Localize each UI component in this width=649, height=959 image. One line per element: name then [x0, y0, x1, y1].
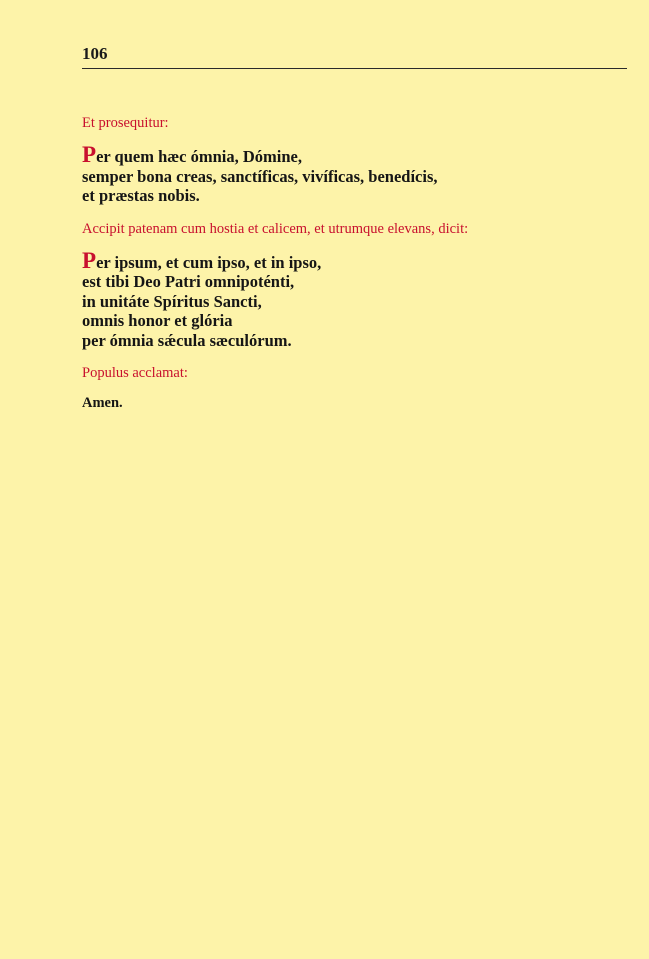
drop-initial: P	[82, 247, 97, 273]
prayer-line	[82, 142, 622, 167]
page-header	[82, 44, 627, 69]
prayer-line-text: er ipsum, et cum ipso, et in ipso,	[96, 252, 322, 272]
prayer-line: in unitáte Spíritus Sancti,	[82, 291, 262, 311]
rubric-et-prosequitur: Et prosequitur:	[82, 115, 169, 131]
drop-initial: P	[82, 142, 97, 167]
page-content	[82, 114, 622, 412]
prayer-line: et præstas nobis.	[82, 186, 200, 205]
prayer-line: est tibi Deo Patri omnipoténti,	[82, 272, 295, 291]
rubric-populus-acclamat: Populus acclamat:	[82, 365, 188, 381]
prayer-line	[82, 247, 622, 273]
prayer-per-quem	[82, 142, 622, 206]
prayer-per-ipsum	[82, 247, 622, 351]
page-number: 106	[82, 44, 108, 63]
prayer-line: per ómnia sǽcula sæculórum.	[82, 330, 292, 350]
prayer-line: omnis honor et glória	[82, 311, 233, 330]
prayer-line-text: er quem hæc ómnia, Dómine,	[96, 147, 302, 166]
response-amen: Amen.	[82, 395, 123, 411]
prayer-line: semper bona creas, sanctíficas, vivíficas, benedícis,	[82, 166, 438, 186]
rubric-accipit-patenam: Accipit patenam cum hostia et calicem, et utrumque elevans, dicit:	[82, 220, 469, 237]
